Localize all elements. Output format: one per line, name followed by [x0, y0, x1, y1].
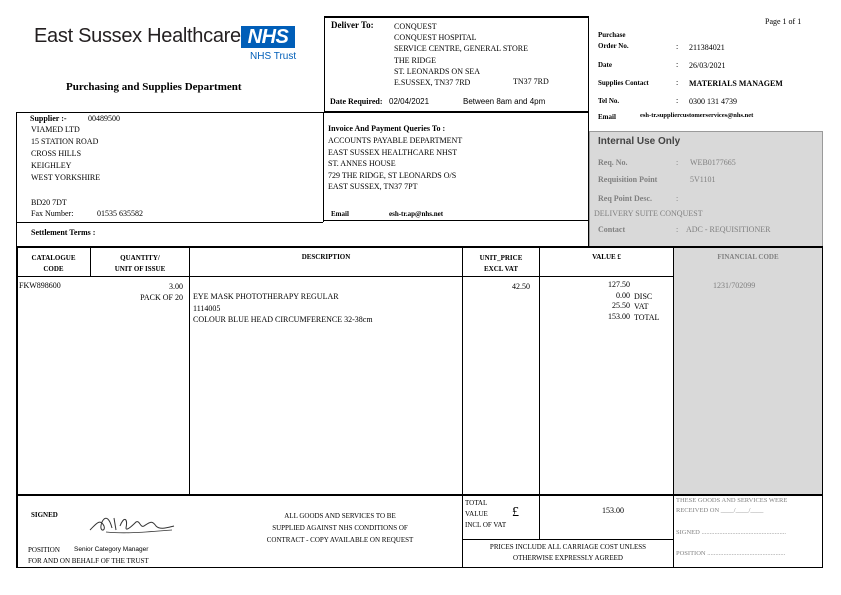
header-quantity	[91, 253, 189, 275]
po-label-2: Order No.	[598, 42, 629, 50]
colon: :	[676, 194, 679, 203]
deliver-line: SERVICE CENTRE, GENERAL STORE	[394, 44, 529, 54]
po-number: 211384021	[689, 43, 725, 52]
req-no-value: WEB0177665	[690, 158, 736, 167]
value-label: DISC	[634, 291, 653, 301]
pound-sign: £	[512, 505, 519, 520]
header-catalogue-line: CODE	[43, 265, 64, 273]
supplies-contact-value: MATERIALS MANAGEM	[689, 79, 783, 88]
header-financial-code: FINANCIAL CODE	[717, 253, 779, 261]
email-label: Email	[598, 113, 616, 121]
description-line: EYE MASK PHOTOTHERAPY REGULAR	[193, 292, 339, 301]
supplier-line: CROSS HILLS	[31, 149, 82, 158]
tel-label: Tel No.	[598, 97, 620, 105]
org-name: East Sussex Healthcare	[34, 25, 241, 47]
header-unit-price	[463, 253, 539, 275]
carriage-line: OTHERWISE EXPRESSLY AGREED	[513, 554, 623, 562]
carriage-note	[463, 542, 673, 564]
date-required-label: Date Required:	[330, 97, 383, 106]
position-value: Senior Category Manager	[74, 546, 149, 553]
colon: :	[676, 60, 679, 69]
description-cell	[193, 291, 373, 326]
on-behalf-label: FOR AND ON BEHALF OF THE TRUST	[28, 557, 149, 565]
header-unit-price-line: UNIT_PRICE	[479, 254, 523, 262]
delivery-time-window: Between 8am and 4pm	[463, 97, 546, 106]
total-value-line: INCL OF VAT	[465, 521, 507, 529]
received-note	[676, 496, 787, 516]
invoice-email-label: Email	[331, 210, 349, 218]
supplier-email[interactable]: esh-tr.suppliercustomerservices@nhs.net	[640, 112, 754, 119]
colon: :	[676, 42, 679, 51]
supplier-line: KEIGHLEY	[31, 161, 72, 170]
deliver-line: ST. LEONARDS ON SEA	[394, 66, 481, 76]
supplier-line: WEST YORKSHIRE	[31, 173, 101, 182]
deliver-to-label: Deliver To:	[331, 20, 374, 30]
header-value: VALUE £	[592, 253, 621, 261]
header-catalogue	[17, 253, 90, 275]
contact-value: ADC - REQUISITIONER	[686, 225, 771, 234]
req-point-label: Requisition Point	[598, 175, 658, 184]
header-catalogue-line: CATALOGUE	[31, 254, 76, 262]
colon: :	[676, 78, 679, 87]
unit-of-issue: PACK OF 20	[140, 293, 183, 302]
value-amount: 0.00	[616, 290, 630, 300]
total-value-line: TOTAL	[465, 499, 488, 507]
colon: :	[676, 96, 679, 105]
department-title: Purchasing and Supplies Department	[66, 81, 242, 93]
invoice-line: 729 THE RIDGE, ST LEONARDS O/S	[328, 170, 457, 180]
internal-use-title: Internal Use Only	[598, 136, 681, 147]
req-point-value: 5V1101	[690, 175, 716, 184]
supplier-line: 15 STATION ROAD	[31, 137, 99, 146]
supplier-number: 00489500	[88, 114, 120, 123]
date-label: Date	[598, 61, 612, 69]
supplier-postcode: BD20 7DT	[31, 198, 67, 207]
financial-code-value: 1231/702099	[713, 281, 756, 290]
unit-price-value: 42.50	[512, 282, 530, 291]
invoice-line: ACCOUNTS PAYABLE DEPARTMENT	[328, 136, 463, 145]
value-label: VAT	[634, 302, 649, 312]
position-label: POSITION	[28, 546, 60, 554]
supplier-label: Supplier :-	[30, 114, 67, 123]
invoice-email[interactable]: esh-tr.ap@nhs.net	[389, 210, 444, 218]
value-amount: 127.50	[608, 280, 630, 289]
signature-icon	[86, 510, 178, 536]
header-quantity-line: QUANTITY/	[120, 254, 160, 262]
tel-value: 0300 131 4739	[689, 97, 737, 106]
header-description: DESCRIPTION	[301, 253, 351, 261]
header-quantity-line: UNIT OF ISSUE	[114, 265, 166, 273]
colon: :	[676, 158, 679, 167]
invoice-line: ST. ANNES HOUSE	[328, 159, 396, 169]
value-labels	[634, 292, 659, 324]
conditions-line: ALL GOODS AND SERVICES TO BE	[284, 512, 396, 520]
position-received-field[interactable]: POSITION ................................................	[676, 550, 786, 557]
po-label-1: Purchase	[598, 31, 626, 39]
deliver-line: CONQUEST	[394, 22, 437, 31]
deliver-postcode: TN37 7RD	[513, 77, 549, 86]
carriage-line: PRICES INCLUDE ALL CARRIAGE COST UNLESS	[489, 543, 647, 551]
header-unit-price-line: EXCL VAT	[483, 265, 519, 273]
received-line: THESE GOODS AND SERVICES WERE	[676, 497, 788, 504]
invoice-label: Invoice And Payment Queries To :	[328, 124, 446, 133]
signed-label: SIGNED	[31, 511, 58, 519]
invoice-address	[328, 135, 462, 193]
req-point-desc-value: DELIVERY SUITE CONQUEST	[594, 209, 703, 218]
deliver-line: E.SUSSEX, TN37 7RD	[394, 78, 471, 88]
deliver-line: THE RIDGE	[394, 55, 436, 65]
value-amount: 25.50	[612, 301, 630, 311]
total-value-line: VALUE	[465, 510, 488, 518]
conditions-line: CONTRACT - COPY AVAILABLE ON REQUEST	[266, 536, 414, 544]
value-label: TOTAL	[634, 313, 660, 323]
supplies-contact-label: Supplies Contact	[598, 79, 649, 87]
req-point-desc-label: Req Point Desc.	[598, 194, 652, 203]
conditions-text	[230, 510, 450, 546]
colon: :	[676, 225, 679, 234]
quantity-value: 3.00	[169, 282, 183, 291]
value-amount: 153.00	[608, 312, 630, 322]
fax-label: Fax Number:	[31, 209, 74, 218]
supplier-line: VIAMED LTD	[31, 125, 80, 134]
deliver-to-address	[394, 21, 528, 88]
total-value-label	[465, 498, 506, 531]
trust-label: NHS Trust	[250, 51, 297, 62]
conditions-line: SUPPLIED AGAINST NHS CONDITIONS OF	[272, 524, 408, 532]
value-amounts	[580, 280, 630, 323]
req-no-label: Req. No.	[598, 158, 628, 167]
catalogue-code: FKW898600	[19, 281, 61, 290]
total-amount: 153.00	[602, 506, 624, 515]
date-required-value: 02/04/2021	[389, 97, 430, 106]
fax-value: 01535 635582	[97, 209, 143, 218]
contact-label: Contact	[598, 225, 626, 234]
settlement-terms-label: Settlement Terms :	[31, 228, 96, 237]
nhs-logo: NHS	[241, 26, 295, 48]
description-line: 1114005	[193, 303, 221, 313]
signed-received-field[interactable]: SIGNED ....................................................	[676, 529, 786, 536]
received-line: RECEIVED ON ____/____/____	[676, 507, 764, 514]
order-date: 26/03/2021	[689, 61, 726, 70]
invoice-line: EAST SUSSEX, TN37 7PT	[328, 182, 418, 192]
deliver-line: CONQUEST HOSPITAL	[394, 33, 477, 43]
page-count: Page 1 of 1	[765, 17, 802, 26]
description-line: COLOUR BLUE HEAD CIRCUMFERENCE 32-38cm	[193, 315, 373, 325]
invoice-line: EAST SUSSEX HEALTHCARE NHST	[328, 147, 458, 157]
supplier-address	[31, 124, 100, 184]
